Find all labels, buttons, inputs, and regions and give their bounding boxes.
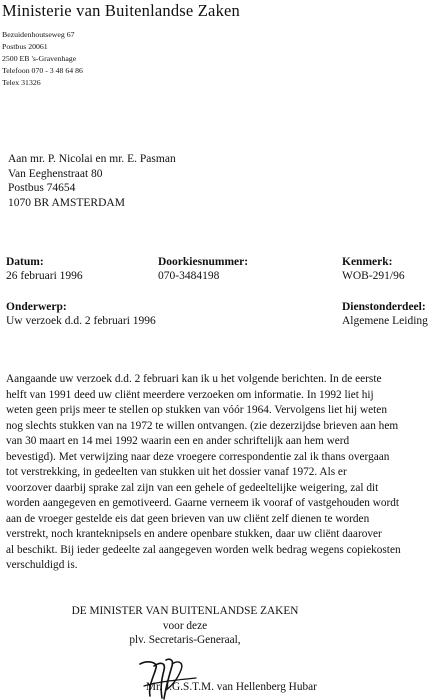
- letter-body: [6, 372, 432, 574]
- doorkiesnummer-label: Doorkiesnummer:: [158, 256, 249, 268]
- closing-minister-line: DE MINISTER VAN BUITENLANDSE ZAKEN: [71, 605, 299, 617]
- handwritten-signature: [136, 656, 206, 700]
- body-line: verschuldigd is.: [6, 559, 78, 571]
- body-line: al beschikt. Bij ieder gedeelte zal aangegeven worden welk bedrag wegens copiekosten: [6, 543, 401, 556]
- body-line: tot verstrekking, in gedeelten van stukken uit het dossier vanaf 1972. Als er: [6, 466, 347, 478]
- body-line: helft van 1991 deed uw cliënt meerdere verzoeken om informatie. In 1992 liet hij: [6, 388, 374, 401]
- body-line: worden aangegeven en gemotiveerd. Gaarne verneem ik vooraf of vastgehouden wordt: [6, 497, 400, 509]
- body-line: nog slechts stukken van na 1972 te willen ontvangen. (zie dezerzijdse brieven aan hem: [6, 419, 399, 432]
- recipient-postbus: Postbus 74654: [8, 182, 76, 195]
- sender-telex: Telex 31326: [2, 78, 41, 87]
- closing-voor-deze-line: voor deze: [162, 619, 208, 632]
- sender-city: 2500 EB 's-Gravenhage: [2, 54, 77, 63]
- kenmerk-value: WOB-291/96: [342, 270, 405, 282]
- body-line: voorzover daarbij sprake zal zijn van een gehele of gedeeltelijke weigering, zal dit: [6, 481, 379, 494]
- recipient-address-block: [8, 152, 176, 210]
- sender-telephone: Telefoon 070 - 3 48 64 86: [2, 66, 83, 75]
- onderwerp-label: Onderwerp:: [6, 301, 67, 313]
- body-line: weten geen prijs meer te stellen op stukken van vóór 1964. Vervolgens liet hij weten: [6, 404, 387, 416]
- dienstonderdeel-value: Algemene Leiding: [342, 315, 428, 327]
- recipient-city: 1070 BR AMSTERDAM: [8, 196, 125, 209]
- recipient-street: Van Eeghenstraat 80: [8, 167, 103, 180]
- sender-address-block: [2, 29, 83, 89]
- sender-street: Bezuidenhoutseweg 67: [2, 30, 75, 39]
- body-line: van 30 maart en 14 mei 1992 waarin een en ander schriftelijk aan hem werd: [6, 435, 350, 447]
- sender-postbus: Postbus 20061: [2, 42, 48, 51]
- body-line: verstrekt, noch kranteknipsels en andere openbare stukken, daar uw cliënt daarover: [6, 528, 382, 540]
- datum-label: Datum:: [6, 256, 44, 268]
- body-line: aan de vroeger gestelde eis dat geen brieven van uw cliënt zelf dienen te worden: [6, 512, 370, 525]
- onderwerp-value: Uw verzoek d.d. 2 februari 1996: [6, 315, 156, 327]
- dienstonderdeel-label: Dienstonderdeel:: [342, 301, 426, 313]
- body-line: bevestigd). Met verwijzing naar deze vroegere correspondentie zal ik thans overgaan: [6, 450, 390, 463]
- signatory-name: Mr. J.G.S.T.M. van Hellenberg Hubar: [146, 681, 317, 693]
- recipient-name: Aan mr. P. Nicolai en mr. E. Pasman: [8, 153, 176, 165]
- doorkiesnummer-value: 070-3484198: [158, 270, 220, 282]
- kenmerk-label: Kenmerk:: [342, 256, 393, 268]
- ministry-letterhead: Ministerie van Buitenlandse Zaken: [2, 1, 240, 20]
- closing-title-line: plv. Secretaris-Generaal,: [129, 634, 241, 646]
- datum-value: 26 februari 1996: [6, 270, 83, 282]
- body-line: Aangaande uw verzoek d.d. 2 februari kan ik u het volgende berichten. In de eerste: [6, 373, 382, 385]
- closing-block: [0, 604, 370, 648]
